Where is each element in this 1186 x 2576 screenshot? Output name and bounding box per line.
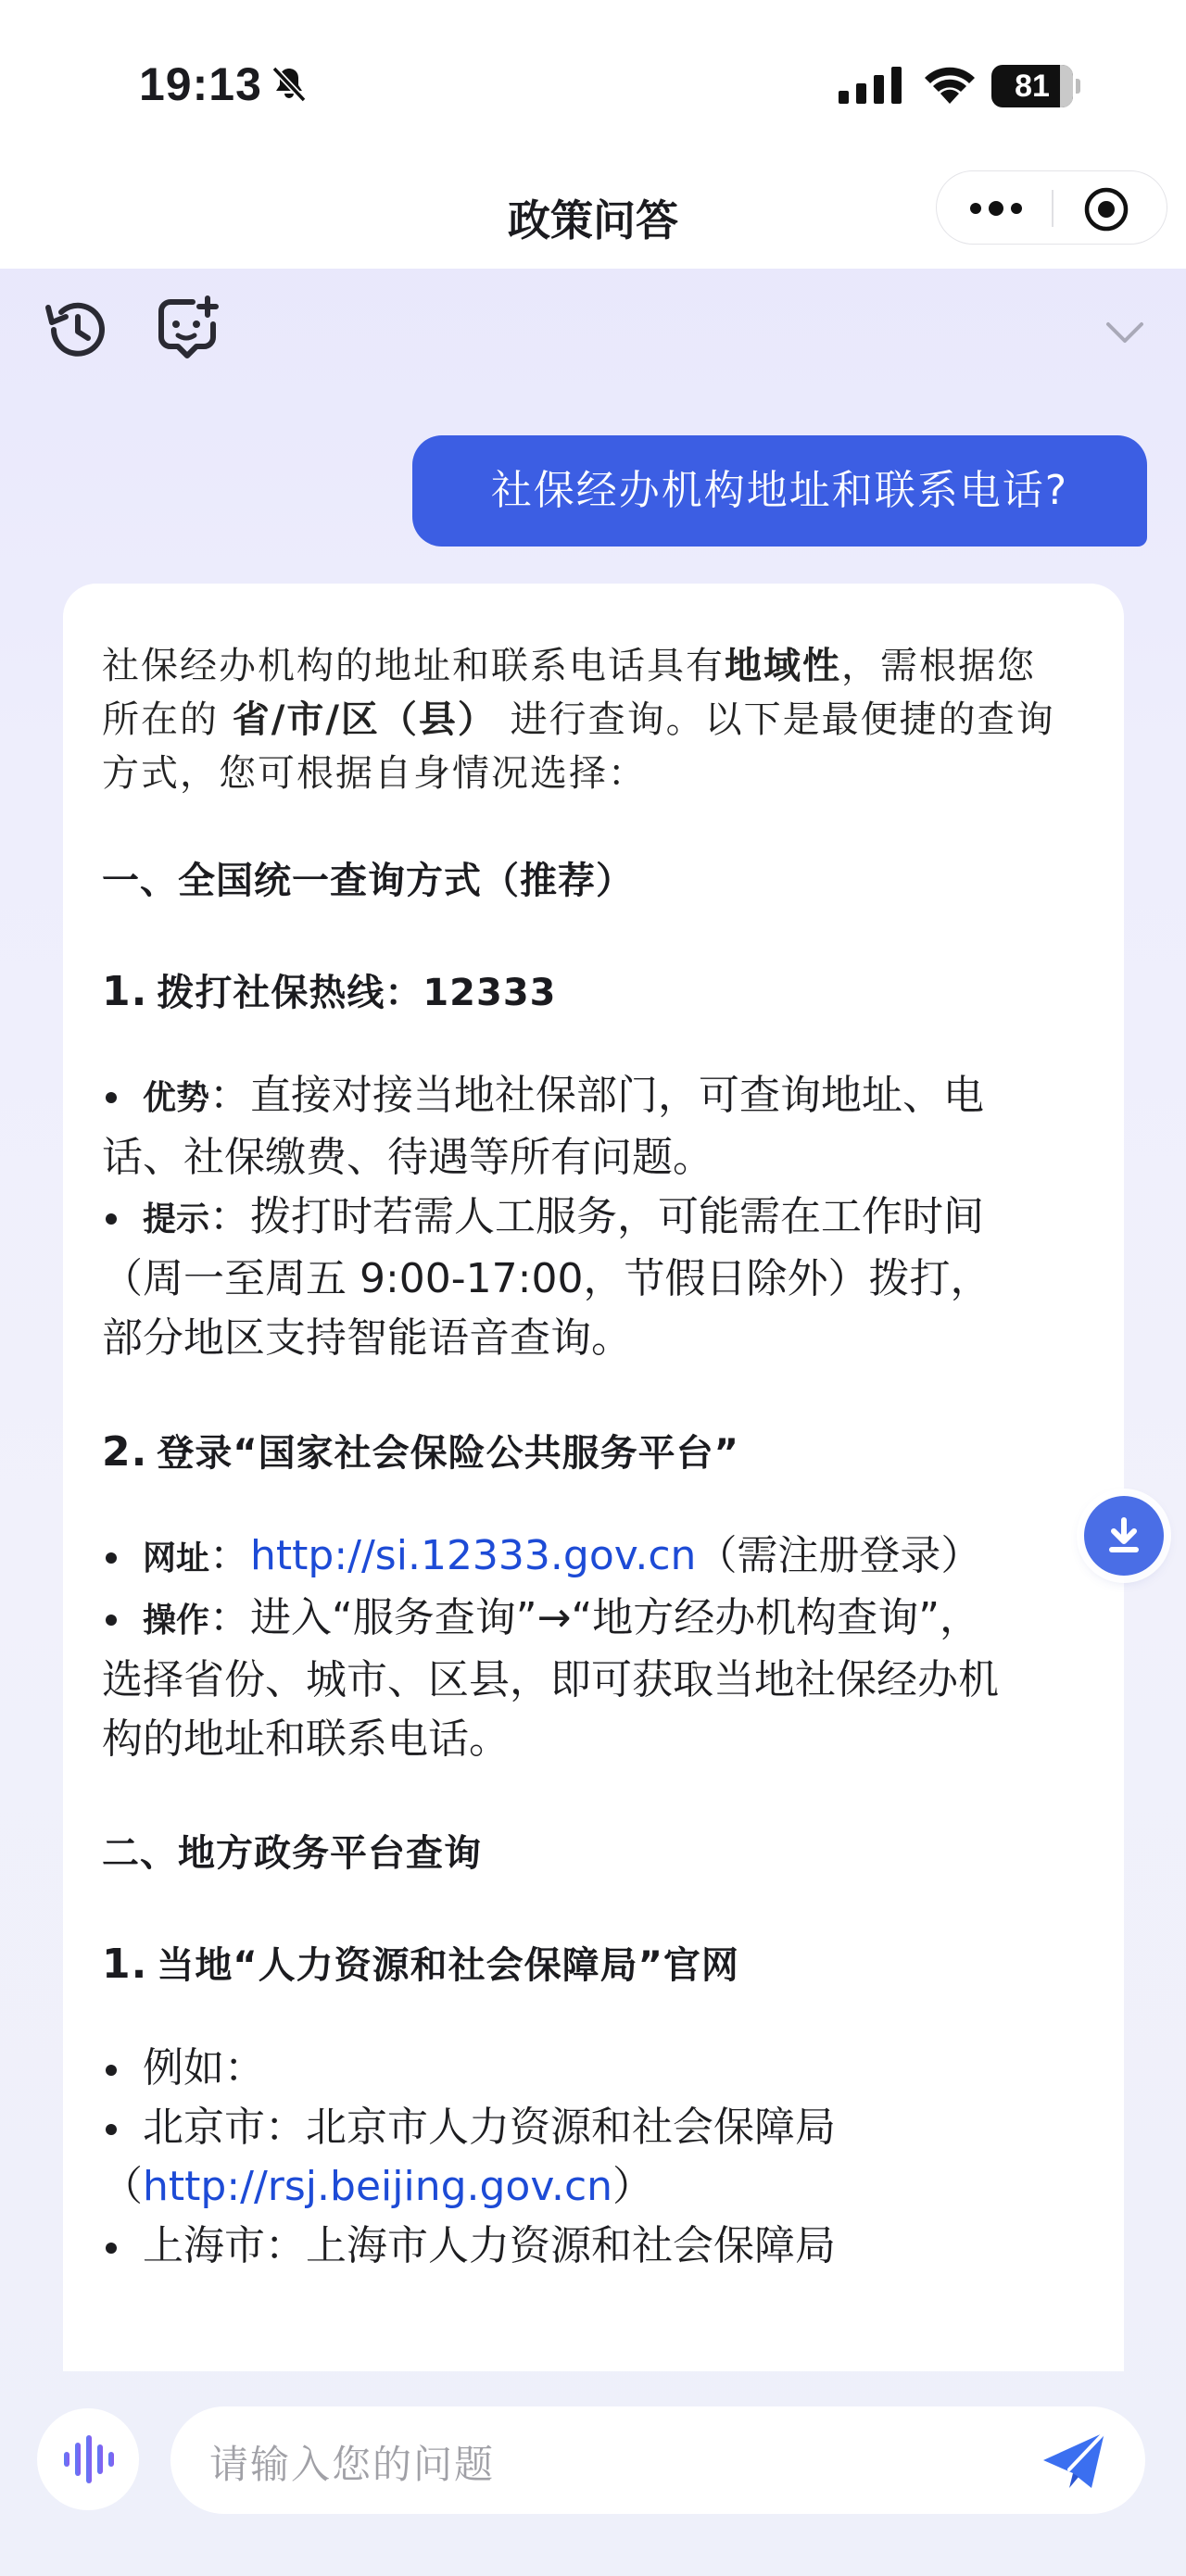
new-chat-icon[interactable]: [156, 295, 222, 361]
status-bar: [0, 0, 1186, 167]
item-heading: [102, 1426, 1087, 1480]
history-icon[interactable]: [41, 295, 111, 365]
more-icon[interactable]: [966, 192, 1026, 225]
intro-text: ，需根据您: [841, 645, 1036, 687]
battery-icon: [991, 65, 1080, 107]
bullet-text: [102, 2157, 1087, 2217]
bullet-text: ：进入“服务查询”→“地方经办机构查询”，: [209, 1594, 981, 1641]
bell-slash-icon: [269, 63, 309, 104]
intro-text: 社保经办机构的地址和联系电话具有: [102, 645, 725, 687]
bullet-text: 选择省份、城市、区县，即可获取当地社保经办机: [102, 1656, 999, 1703]
nav-bar: [0, 167, 1186, 269]
input-bar: [0, 2371, 1186, 2576]
item-heading: [102, 965, 1087, 1020]
list-item: 上海市：上海市人力资源和社会保障局: [102, 2217, 1087, 2276]
list-item: [102, 1187, 1087, 1250]
item-heading: [102, 1938, 1087, 1992]
section-heading: 一、全国统一查询方式（推荐）: [102, 860, 634, 902]
item-number: 2.: [102, 1428, 148, 1476]
bullet-tag: 优势: [143, 1079, 210, 1117]
answer-intro: [102, 639, 1087, 800]
item-number: 1.: [102, 968, 148, 1015]
intro-text: 所在的: [102, 698, 233, 741]
status-time: 19:13: [139, 58, 262, 110]
page-title: 政策问答: [508, 195, 678, 245]
bullet-text: 部分地区支持智能语音查询。: [102, 1314, 632, 1362]
item-title: 当地“人力资源和社会保障局”官网: [157, 1944, 739, 1987]
paren: （: [102, 2163, 143, 2210]
answer-card: [63, 584, 1124, 2371]
question-input[interactable]: [170, 2406, 1145, 2514]
list-item: [102, 1527, 1087, 1589]
item-number: 1.: [102, 1941, 148, 1988]
site-link[interactable]: http://si.12333.gov.cn: [250, 1532, 697, 1579]
user-message-bubble: 社保经办机构地址和联系电话?: [412, 435, 1147, 547]
list-item: 北京市：北京市人力资源和社会保障局: [102, 2098, 1087, 2157]
list-item: 例如：: [102, 2039, 1087, 2098]
list-item: [102, 1066, 1087, 1128]
item-title: 拨打社保热线：12333: [157, 972, 557, 1014]
download-icon: [1104, 1516, 1143, 1555]
mini-program-capsule: [936, 170, 1167, 245]
voice-button[interactable]: [37, 2408, 139, 2510]
bullet-text: ：拨打时若需人工服务，可能需在工作时间: [209, 1193, 985, 1240]
voice-icon: [60, 2431, 116, 2487]
section-heading: 二、地方政务平台查询: [102, 1832, 482, 1875]
bullet-text: 话、社保缴费、待遇等所有问题。: [102, 1134, 713, 1181]
intro-bold: 省/市/区（县）: [232, 698, 497, 741]
download-button[interactable]: [1084, 1496, 1164, 1576]
intro-bold: 地域性: [725, 645, 841, 687]
battery-level: 81: [1015, 69, 1050, 104]
chevron-down-icon[interactable]: [1103, 315, 1147, 348]
bullet-tag: 网址: [143, 1539, 210, 1577]
list-item: [102, 1589, 1087, 1651]
bullet-text: ：: [209, 1532, 251, 1579]
input-placeholder: 请输入您的问题: [209, 2442, 496, 2487]
bullet-text: （需注册登录）: [696, 1532, 982, 1579]
site-link[interactable]: http://rsj.beijing.gov.cn: [143, 2163, 613, 2210]
send-icon[interactable]: [1041, 2431, 1106, 2492]
target-icon[interactable]: [1083, 186, 1129, 232]
intro-text: 方式，您可根据自身情况选择：: [102, 752, 647, 795]
paren: ）: [612, 2163, 654, 2210]
bullet-text: ：直接对接当地社保部门，可查询地址、电: [209, 1072, 985, 1119]
bullet-text: 构的地址和联系电话。: [102, 1715, 510, 1763]
wifi-icon: [922, 61, 978, 104]
item-title: 登录“国家社会保险公共服务平台”: [157, 1432, 739, 1475]
intro-text: 进行查询。以下是最便捷的查询: [496, 698, 1055, 741]
bullet-tag: 提示: [143, 1200, 210, 1238]
bullet-text: （周一至周五 9:00-17:00，节假日除外）拨打，: [102, 1255, 991, 1302]
bullet-tag: 操作: [143, 1602, 210, 1640]
signal-icon: [839, 67, 902, 104]
